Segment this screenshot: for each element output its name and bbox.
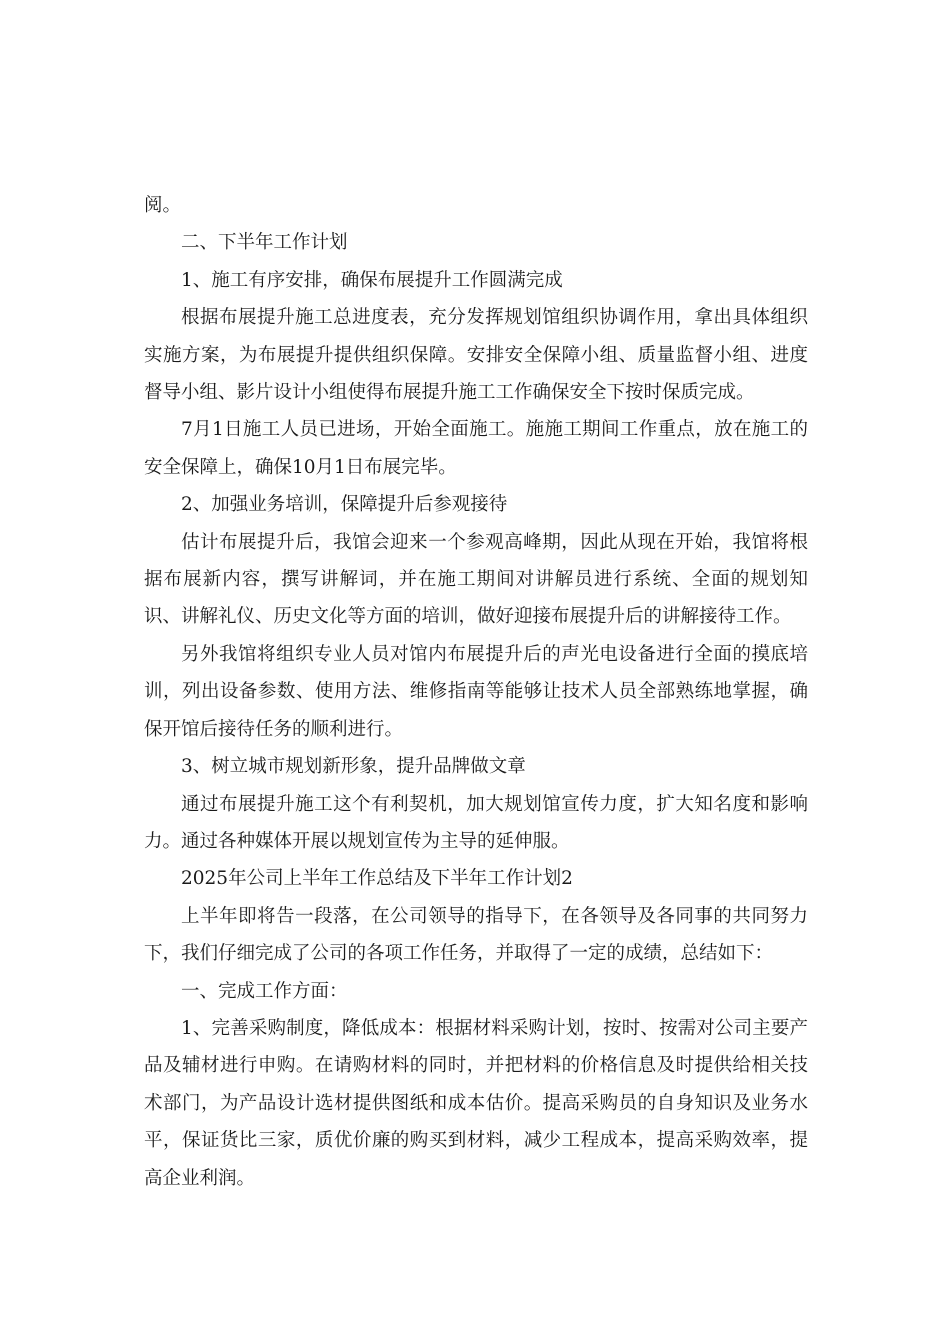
paragraph: 另外我馆将组织专业人员对馆内布展提升后的声光电设备进行全面的摸底培训，列出设备参数、使用方法、维修指南等能够让技术人员全部熟练地掌握，确保开馆后接待任务的顺利进行。	[144, 643, 808, 740]
paragraph: 阅。	[144, 195, 182, 216]
subsection-heading: 2、加强业务培训，保障提升后参观接待	[181, 494, 508, 516]
paragraph: 估计布展提升后，我馆会迎来一个参观高峰期，因此从现在开始，我馆将根据布展新内容，撰写讲解词，并在施工期间对讲解员进行系统、全面的规划知识、讲解礼仪、历史文化等方面的培训，做好迎接布展提升后的讲解接待工作。	[144, 531, 808, 628]
paragraph: 上半年即将告一段落，在公司领导的指导下，在各领导及各同事的共同努力下，我们仔细完成了公司的各项工作任务，并取得了一定的成绩，总结如下：	[144, 905, 808, 965]
subsection-heading: 1、施工有序安排，确保布展提升工作圆满完成	[181, 269, 563, 291]
document-body	[144, 187, 808, 1197]
subsection-heading: 3、树立城市规划新形象，提升品牌做文章	[181, 756, 526, 778]
section-heading: 二、下半年工作计划	[181, 232, 348, 254]
paragraph: 1、完善采购制度，降低成本：根据材料采购计划，按时、按需对公司主要产品及辅材进行申购。在请购材料的同时，并把材料的价格信息及时提供给相关技术部门，为产品设计选材提供图纸和成本估价。提高采购员的自身知识及业务水平，保证货比三家，质优价廉的购买到材料，减少工程成本，提高采购效率，提高企业利润。	[144, 1017, 808, 1189]
paragraph: 通过布展提升施工这个有利契机，加大规划馆宣传力度，扩大知名度和影响力。通过各种媒体开展以规划宣传为主导的延伸服。	[144, 793, 808, 852]
paragraph: 7月1日施工人员已进场，开始全面施工。施施工期间工作重点，放在施工的安全保障上，确保10月1日布展完毕。	[144, 419, 808, 478]
section-heading: 一、完成工作方面：	[181, 980, 348, 1002]
document-title: 2025年公司上半年工作总结及下半年工作计划2	[181, 868, 573, 890]
paragraph: 根据布展提升施工总进度表，充分发挥规划馆组织协调作用，拿出具体组织实施方案，为布展提升提供组织保障。安排安全保障小组、质量监督小组、进度督导小组、影片设计小组使得布展提升施工工作确保安全下按时保质完成。	[144, 307, 808, 404]
